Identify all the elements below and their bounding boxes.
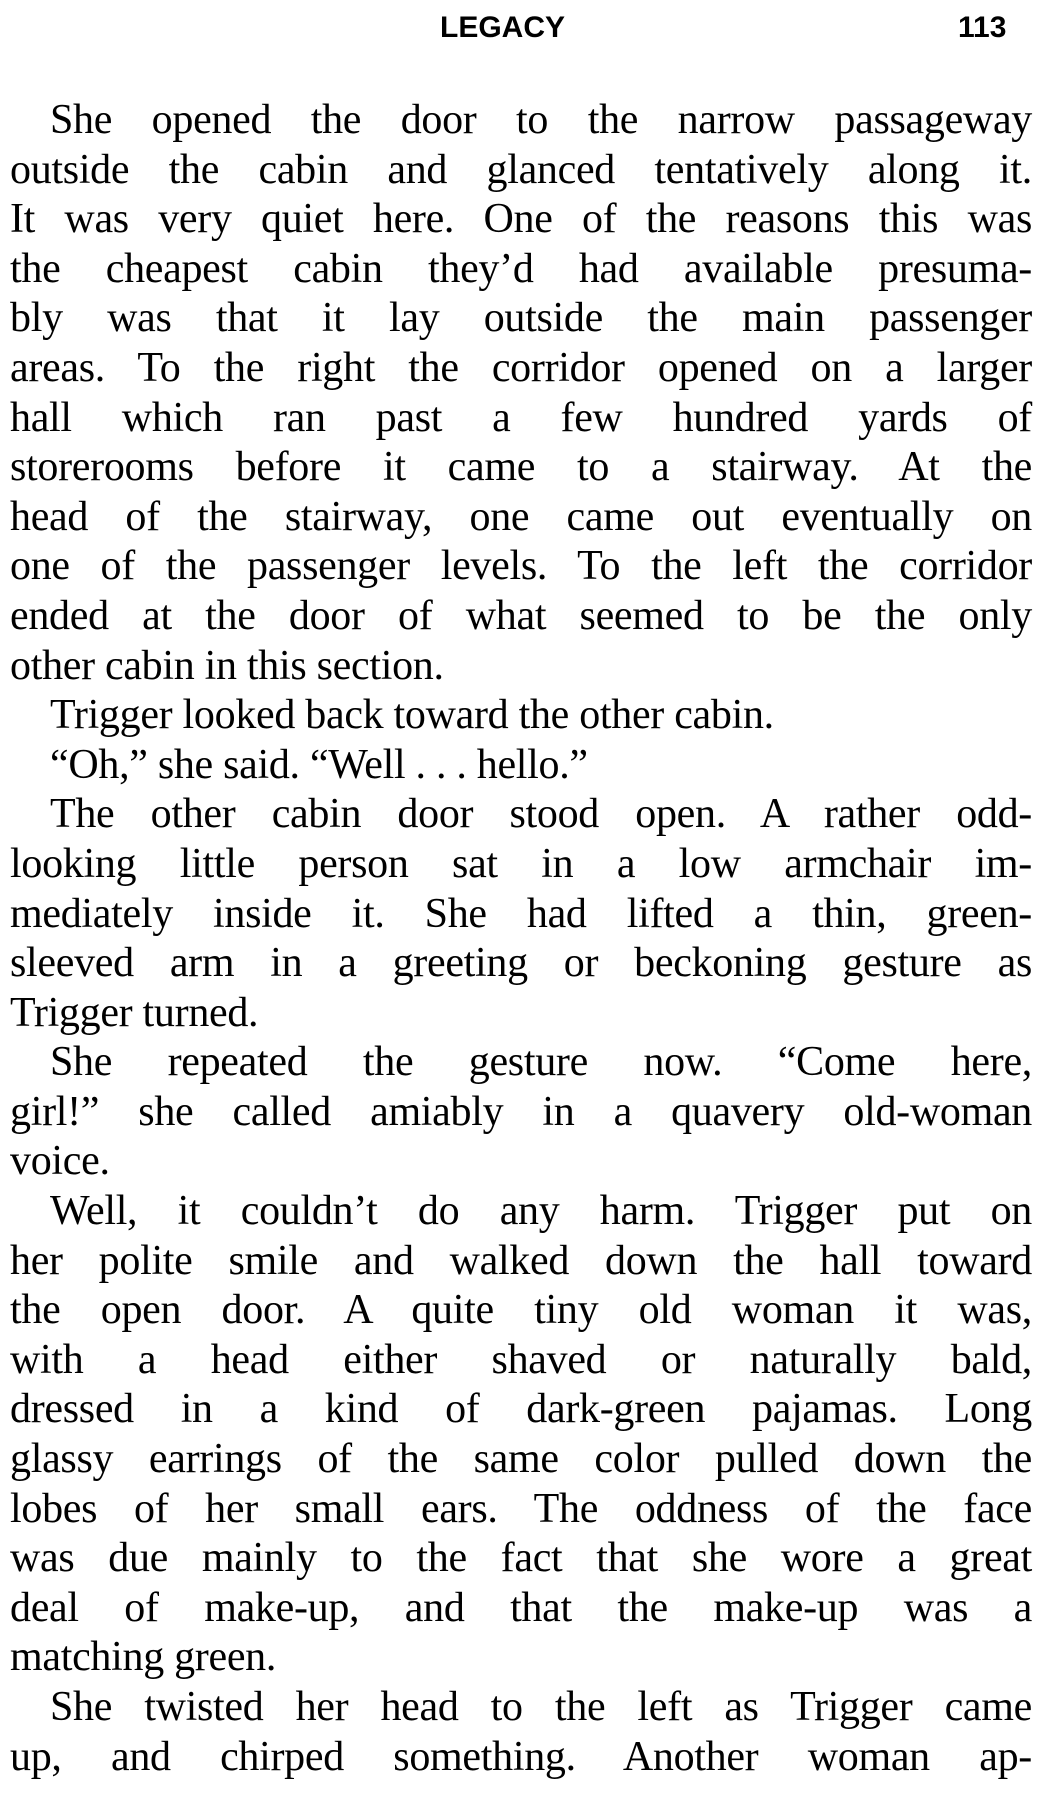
text-line: the open door. A quite tiny old woman it was, bbox=[10, 1287, 1032, 1334]
text-line: with a head either shaved or naturally bald, bbox=[10, 1336, 1032, 1383]
text-line: outside the cabin and glanced tentatively along it. bbox=[10, 146, 1032, 193]
text-line: voice. bbox=[10, 1138, 110, 1185]
text-line: areas. To the right the corridor opened on a larger bbox=[10, 344, 1032, 391]
text-line: glassy earrings of the same color pulled down the bbox=[10, 1436, 1032, 1483]
text-line: Trigger turned. bbox=[10, 989, 259, 1036]
text-line: Trigger looked back toward the other cabin. bbox=[50, 692, 774, 739]
text-line: other cabin in this section. bbox=[10, 642, 444, 689]
text-line: dressed in a kind of dark-green pajamas. Long bbox=[10, 1386, 1032, 1433]
text-line: ended at the door of what seemed to be the only bbox=[10, 592, 1032, 639]
text-line: sleeved arm in a greeting or beckoning gesture as bbox=[10, 940, 1032, 987]
text-line: bly was that it lay outside the main passenger bbox=[10, 295, 1032, 342]
text-line: looking little person sat in a low armchair im- bbox=[10, 840, 1032, 887]
text-line: girl!” she called amiably in a quavery old-woman bbox=[10, 1088, 1032, 1135]
text-line: up, and chirped something. Another woman ap- bbox=[10, 1733, 1032, 1780]
text-line: matching green. bbox=[10, 1634, 277, 1681]
text-line: Well, it couldn’t do any harm. Trigger put on bbox=[50, 1188, 1032, 1235]
text-line: “Oh,” she said. “Well . . . hello.” bbox=[50, 741, 588, 788]
running-head bbox=[0, 2, 1048, 54]
text-line: one of the passenger levels. To the left the corridor bbox=[10, 543, 1032, 590]
text-line: It was very quiet here. One of the reasons this was bbox=[10, 196, 1032, 243]
text-line: The other cabin door stood open. A rather odd- bbox=[50, 791, 1032, 838]
text-line: She twisted her head to the left as Trigger came bbox=[50, 1684, 1032, 1730]
text-line: She repeated the gesture now. “Come here, bbox=[50, 1039, 1032, 1086]
text-line: deal of make-up, and that the make-up was a bbox=[10, 1584, 1032, 1631]
text-line: mediately inside it. She had lifted a thin, green- bbox=[10, 890, 1032, 937]
text-line: She opened the door to the narrow passageway bbox=[50, 97, 1032, 143]
page-number: 113 bbox=[958, 11, 1007, 44]
text-line: head of the stairway, one came out eventually on bbox=[10, 493, 1032, 540]
text-line: lobes of her small ears. The oddness of the face bbox=[10, 1485, 1032, 1532]
text-line: hall which ran past a few hundred yards of bbox=[10, 394, 1032, 441]
text-line: her polite smile and walked down the hall toward bbox=[10, 1237, 1032, 1284]
text-line: was due mainly to the fact that she wore a great bbox=[10, 1535, 1032, 1582]
text-line: the cheapest cabin they’d had available presuma- bbox=[10, 245, 1032, 292]
running-title: LEGACY bbox=[440, 11, 566, 44]
text-line: storerooms before it came to a stairway. At the bbox=[10, 444, 1032, 491]
body-text bbox=[10, 96, 1032, 1782]
